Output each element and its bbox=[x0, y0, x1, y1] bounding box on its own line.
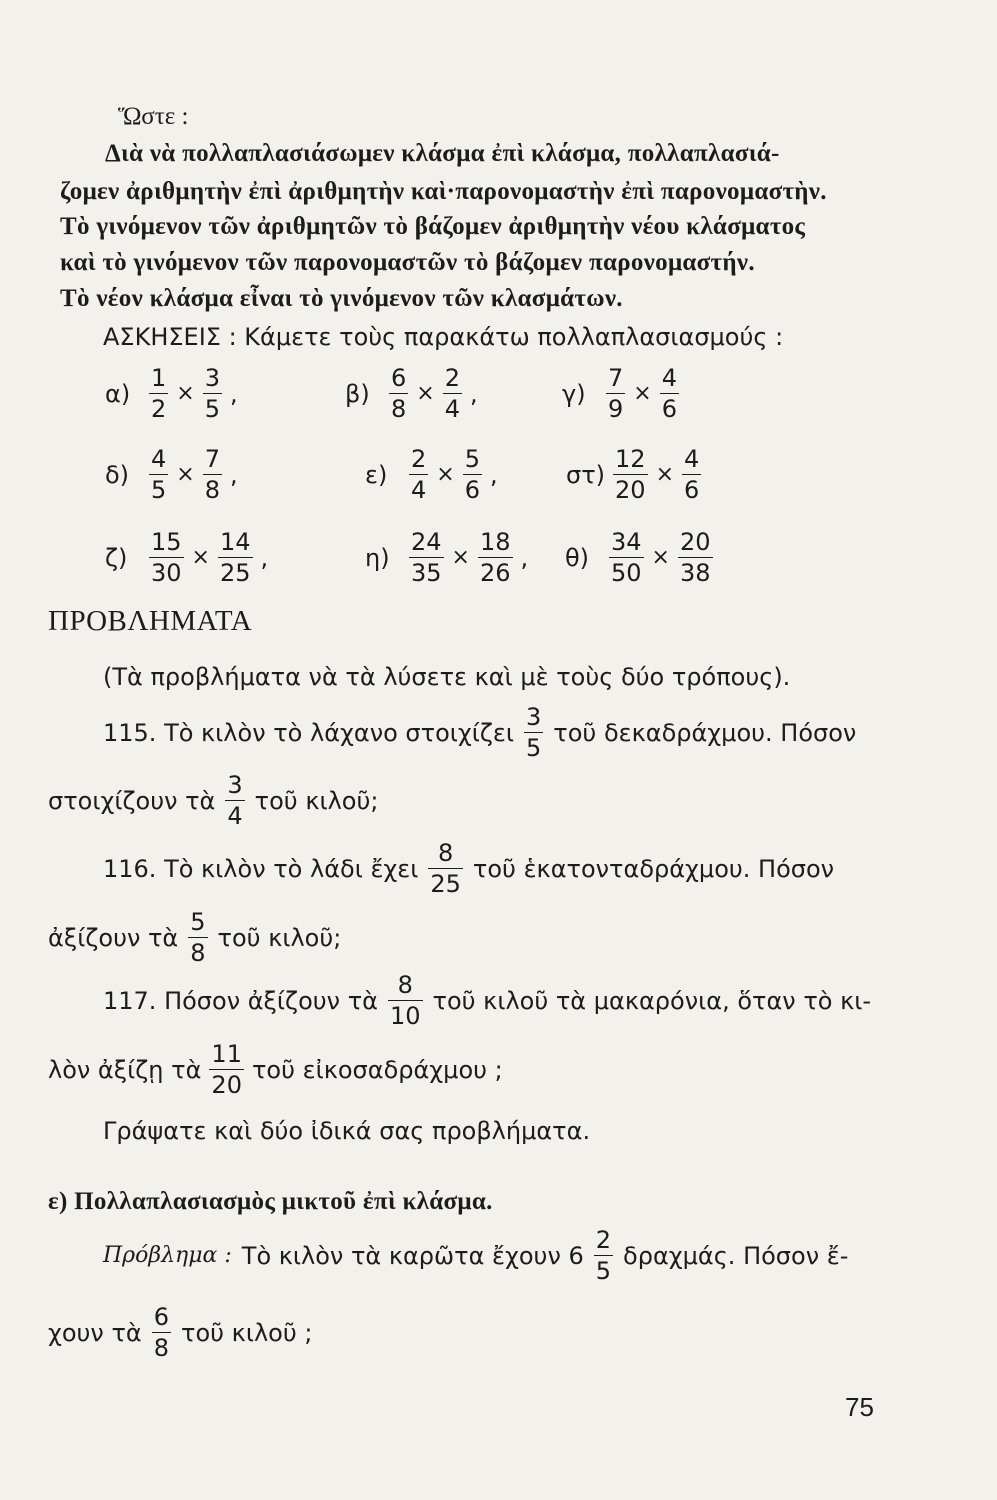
fraction: $\frac{3}{5}$ bbox=[526, 703, 542, 762]
problem-117-line2 bbox=[48, 1042, 503, 1097]
fraction: $\frac{6}{8}$ bbox=[153, 1303, 170, 1362]
rule-line: Τὸ γινόμενον τῶν ἀριθμητῶν τὸ βάζομεν ἀριθμητὴν νέου κλάσματος bbox=[60, 213, 806, 240]
problem-117-line1 bbox=[103, 973, 871, 1028]
exercise-eta bbox=[365, 530, 528, 585]
fraction: $\frac{11}{20}$ bbox=[211, 1040, 242, 1099]
exercise-label: ε) bbox=[365, 460, 388, 489]
fraction: $\frac{5}{8}$ bbox=[190, 908, 206, 967]
problem-text: τοῦ κιλοῦ; bbox=[217, 923, 342, 952]
exercise-label: γ) bbox=[562, 379, 586, 408]
fraction: $\frac{24}{35}$ bbox=[411, 528, 442, 587]
problems-heading: ΠΡΟΒΛΗΜΑΤΑ bbox=[48, 605, 253, 637]
problem-text: τοῦ ἑκατονταδράχμου. Πόσον bbox=[472, 854, 835, 883]
times-sign: × bbox=[416, 381, 435, 406]
fraction: $\frac{5}{6}$ bbox=[464, 445, 480, 504]
fraction: $\frac{6}{8}$ bbox=[391, 364, 407, 423]
exercise-beta bbox=[345, 366, 478, 421]
fraction: $\frac{3}{5}$ bbox=[204, 364, 220, 423]
fraction: $\frac{2}{5}$ bbox=[595, 1226, 612, 1285]
section-e-problem-line2 bbox=[48, 1305, 312, 1360]
fraction: $\frac{2}{4}$ bbox=[444, 364, 460, 423]
fraction: $\frac{15}{30}$ bbox=[151, 528, 182, 587]
rule-line: καὶ τὸ γινόμενον τῶν παρονομαστῶν τὸ βάζομεν παρονομαστήν. bbox=[60, 249, 755, 276]
exercise-label: ζ) bbox=[105, 543, 128, 572]
times-sign: × bbox=[191, 545, 210, 570]
rule-line: Διὰ νὰ πολλαπλασιάσωμεν κλάσμα ἐπὶ κλάσμα, πολλαπλασιά- bbox=[105, 140, 780, 167]
problem-115-line2 bbox=[48, 773, 378, 828]
exercise-label: θ) bbox=[565, 543, 590, 572]
exercises-heading: ΑΣΚΗΣΕΙΣ : Κάμετε τοὺς παρακάτω πολλαπλασιασμούς : bbox=[103, 323, 784, 351]
separator: , bbox=[260, 543, 269, 572]
problem-text: ἀξίζουν τὰ bbox=[48, 923, 179, 952]
separator: , bbox=[230, 379, 238, 408]
problem-label: Πρόβλημα : bbox=[103, 1243, 232, 1268]
separator: , bbox=[230, 460, 238, 489]
problem-text: Τὸ κιλὸν τὰ καρῶτα ἔχουν 6 bbox=[241, 1241, 584, 1270]
exercise-sigma-tau bbox=[566, 447, 701, 502]
problem-text: τοῦ εἰκοσαδράχμου ; bbox=[251, 1055, 503, 1084]
problem-text: λὸν ἀξίζῃ τὰ bbox=[48, 1055, 202, 1084]
problem-116-line2 bbox=[48, 910, 341, 965]
exercise-delta bbox=[105, 447, 238, 502]
own-problems-text: Γράψατε καὶ δύο ἰδικά σας προβλήματα. bbox=[103, 1117, 591, 1145]
problems-note: (Τὰ προβλήματα νὰ τὰ λύσετε καὶ μὲ τοὺς δύο τρόπους). bbox=[103, 663, 791, 691]
section-e-problem-line1 bbox=[103, 1228, 848, 1283]
problem-text: 117. Πόσον ἀξίζουν τὰ bbox=[103, 986, 378, 1015]
exercise-epsilon bbox=[365, 447, 498, 502]
times-sign: × bbox=[655, 462, 675, 487]
separator: , bbox=[520, 543, 529, 572]
exercise-label: στ) bbox=[566, 460, 606, 489]
fraction: $\frac{7}{8}$ bbox=[204, 445, 220, 504]
fraction: $\frac{7}{9}$ bbox=[608, 364, 624, 423]
problem-text: 116. Τὸ κιλὸν τὸ λάδι ἔχει bbox=[103, 854, 419, 883]
separator: , bbox=[490, 460, 498, 489]
problem-text: στοιχίζουν τὰ bbox=[48, 786, 216, 815]
exercise-theta bbox=[565, 530, 713, 585]
problem-text: τοῦ κιλοῦ; bbox=[254, 786, 379, 815]
fraction: $\frac{18}{26}$ bbox=[479, 528, 511, 587]
problem-text: τοῦ κιλοῦ τὰ μακαρόνια, ὅταν τὸ κι- bbox=[432, 986, 871, 1015]
section-e-heading: ε) Πολλαπλασιασμὸς μικτοῦ ἐπὶ κλάσμα. bbox=[48, 1188, 493, 1215]
exercise-label: δ) bbox=[105, 460, 130, 489]
exercise-label: α) bbox=[105, 379, 131, 408]
times-sign: × bbox=[633, 381, 652, 406]
problem-text: τοῦ δεκαδράχμου. Πόσον bbox=[553, 718, 857, 747]
problem-text: τοῦ κιλοῦ ; bbox=[181, 1318, 313, 1347]
rule-line: Τὸ νέον κλάσμα εἶναι τὸ γινόμενον τῶν κλασμάτων. bbox=[60, 285, 623, 312]
times-sign: × bbox=[451, 545, 470, 570]
separator: , bbox=[470, 379, 478, 408]
fraction: $\frac{4}{5}$ bbox=[151, 445, 167, 504]
page-number: 75 bbox=[845, 1392, 874, 1422]
intro-label: Ὥστε : bbox=[118, 103, 189, 130]
fraction: $\frac{12}{20}$ bbox=[615, 445, 646, 504]
exercise-alpha bbox=[105, 366, 238, 421]
times-sign: × bbox=[651, 545, 670, 570]
fraction: $\frac{3}{4}$ bbox=[227, 771, 243, 830]
problem-text: 115. Τὸ κιλὸν τὸ λάχανο στοιχίζει bbox=[103, 718, 515, 747]
fraction: $\frac{8}{10}$ bbox=[389, 971, 421, 1030]
fraction: $\frac{4}{6}$ bbox=[661, 364, 677, 423]
fraction: $\frac{8}{25}$ bbox=[430, 839, 461, 898]
problem-text: δραχμάς. Πόσον ἔ- bbox=[623, 1241, 849, 1270]
exercise-label: η) bbox=[365, 543, 390, 572]
times-sign: × bbox=[176, 381, 195, 406]
fraction: $\frac{4}{6}$ bbox=[684, 445, 700, 504]
fraction: $\frac{1}{2}$ bbox=[151, 364, 167, 423]
fraction: $\frac{34}{50}$ bbox=[611, 528, 642, 587]
problem-115-line1 bbox=[103, 705, 856, 760]
exercise-zeta bbox=[105, 530, 268, 585]
fraction: $\frac{14}{25}$ bbox=[219, 528, 251, 587]
exercise-label: β) bbox=[345, 379, 370, 408]
times-sign: × bbox=[436, 462, 455, 487]
problem-text: χουν τὰ bbox=[48, 1318, 142, 1347]
problem-116-line1 bbox=[103, 841, 834, 896]
fraction: $\frac{20}{38}$ bbox=[679, 528, 711, 587]
times-sign: × bbox=[176, 462, 195, 487]
exercise-gamma bbox=[562, 366, 679, 421]
fraction: $\frac{2}{4}$ bbox=[411, 445, 427, 504]
rule-line: ζομεν ἀριθμητὴν ἐπὶ ἀριθμητὴν καὶ·παρονομαστὴν ἐπὶ παρονομαστὴν. bbox=[60, 178, 827, 205]
